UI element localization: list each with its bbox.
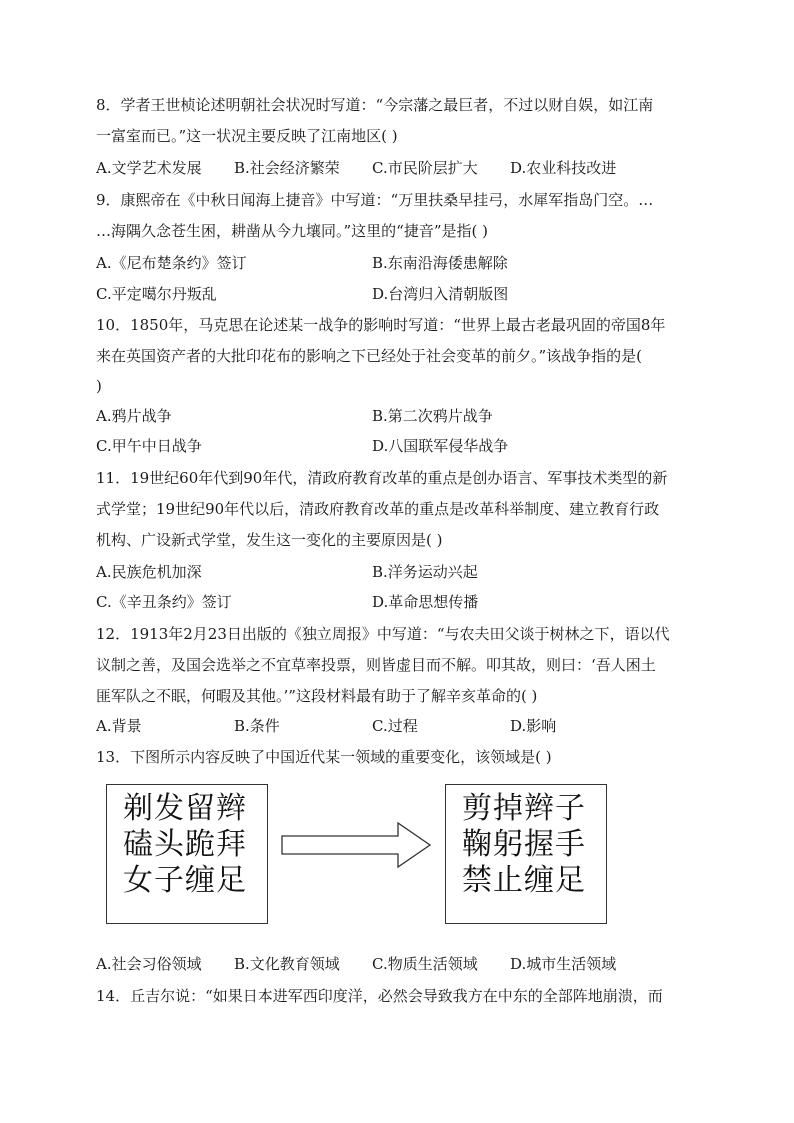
q11-option-b[interactable]: B.洋务运动兴起 xyxy=(372,563,478,581)
q13-option-a[interactable]: A.社会习俗领域 xyxy=(96,955,202,973)
right-arrow-icon xyxy=(280,820,432,870)
q12-option-b[interactable]: B.条件 xyxy=(234,717,280,735)
q11-stem-line-3: 机构、广设新式学堂，发生这一变化的主要原因是( ) xyxy=(96,531,443,549)
diagram-before-item-2: 磕头跪拜 xyxy=(123,827,247,862)
diagram-before-text xyxy=(123,791,247,899)
q13-option-b[interactable]: B.文化教育领域 xyxy=(234,955,340,973)
q10-stem-line-2: 来在英国资产者的大批印花布的影响之下已经处于社会变革的前夕。”该战争指的是( xyxy=(96,347,643,365)
diagram-after-item-3: 禁止缠足 xyxy=(462,863,586,898)
q13-option-c[interactable]: C.物质生活领域 xyxy=(372,955,478,973)
diagram-after-item-1: 剪掉辫子 xyxy=(462,791,586,826)
q8-option-b[interactable]: B.社会经济繁荣 xyxy=(234,159,340,177)
q9-stem-line-1: 9．康熙帝在《中秋日闻海上捷音》中写道：“万里扶桑早挂弓，水犀军指岛门空。… xyxy=(96,191,654,209)
q13-option-d[interactable]: D.城市生活领域 xyxy=(510,955,617,973)
q8-option-d[interactable]: D.农业科技改进 xyxy=(510,159,617,177)
q8-option-a[interactable]: A.文学艺术发展 xyxy=(96,159,202,177)
q12-stem-line-2: 议制之善，及国会选举之不宜草率投票，则皆虚目而不解。叩其故，则曰：‘吾人困土 xyxy=(96,656,656,674)
q9-option-b[interactable]: B.东南沿海倭患解除 xyxy=(372,254,508,272)
q11-option-d[interactable]: D.革命思想传播 xyxy=(372,593,479,611)
q9-option-c[interactable]: C.平定噶尔丹叛乱 xyxy=(96,285,217,303)
q12-option-a[interactable]: A.背景 xyxy=(96,717,142,735)
q8-option-c[interactable]: C.市民阶层扩大 xyxy=(372,159,478,177)
q9-option-a[interactable]: A.《尼布楚条约》签订 xyxy=(96,254,247,272)
q10-option-a[interactable]: A.鸦片战争 xyxy=(96,407,172,425)
q10-option-c[interactable]: C.甲午中日战争 xyxy=(96,437,202,455)
q12-stem-line-1: 12．1913年2月23日出版的《独立周报》中写道：“与农夫田父谈于树林之下，语以代 xyxy=(96,625,670,643)
q12-stem-line-3: 匪军队之不眠，何暇及其他。’”这段材料最有助于了解辛亥革命的( ) xyxy=(96,687,538,705)
q13-stem-line-1: 13．下图所示内容反映了中国近代某一领域的重要变化，该领域是( ) xyxy=(96,748,552,766)
q8-stem-line-2: 一富室而已。”这一状况主要反映了江南地区( ) xyxy=(96,127,398,145)
q10-stem-line-3: ) xyxy=(96,377,102,395)
diagram-after-text xyxy=(462,791,586,899)
q11-stem-line-1: 11．19世纪60年代到90年代，清政府教育改革的重点是创办语言、军事技术类型的新 xyxy=(96,469,668,487)
q10-option-b[interactable]: B.第二次鸦片战争 xyxy=(372,407,493,425)
q9-option-d[interactable]: D.台湾归入清朝版图 xyxy=(372,285,509,303)
q10-stem-line-1: 10．1850年，马克思在论述某一战争的影响时写道：“世界上最古老最巩固的帝国8年 xyxy=(96,316,666,334)
q12-option-c[interactable]: C.过程 xyxy=(372,717,418,735)
q12-option-d[interactable]: D.影响 xyxy=(510,717,557,735)
q9-stem-line-2: …海隅久念苍生困，耕凿从今九壤同。”这里的“捷音”是指( ) xyxy=(96,222,488,240)
diagram-after-item-2: 鞠躬握手 xyxy=(462,827,586,862)
q10-option-d[interactable]: D.八国联军侵华战争 xyxy=(372,437,509,455)
q14-stem-line-1: 14．丘吉尔说：“如果日本进军西印度洋，必然会导致我方在中东的全部阵地崩溃，而 xyxy=(96,987,663,1005)
diagram-before-item-1: 剃发留辫 xyxy=(123,791,247,826)
diagram-before-item-3: 女子缠足 xyxy=(123,863,247,898)
q11-option-c[interactable]: C.《辛丑条约》签订 xyxy=(96,593,232,611)
diagram-before-box xyxy=(106,784,268,924)
diagram-after-box xyxy=(445,784,607,924)
q11-stem-line-2: 式学堂；19世纪90年代以后，清政府教育改革的重点是改革科举制度、建立教育行政 xyxy=(96,500,660,518)
q8-stem-line-1: 8．学者王世桢论述明朝社会状况时写道：“今宗藩之最巨者，不过以财自娱，如江南 xyxy=(96,96,654,114)
q11-option-a[interactable]: A.民族危机加深 xyxy=(96,563,202,581)
